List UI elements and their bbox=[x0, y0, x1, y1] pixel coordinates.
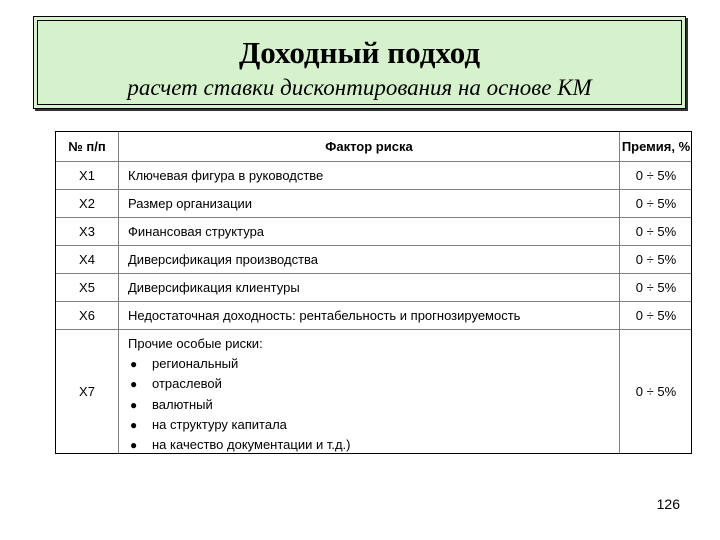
row-num: X6 bbox=[56, 301, 119, 329]
table-row bbox=[56, 273, 691, 302]
table-row bbox=[56, 189, 691, 218]
row-factor: Недостаточная доходность: рентабельность и прогнозируемость bbox=[119, 301, 620, 329]
row-factor: Финансовая структура bbox=[119, 217, 620, 245]
row-premium: 0 ÷ 5% bbox=[635, 383, 677, 399]
row-factor: Ключевая фигура в руководстве bbox=[119, 161, 620, 189]
row-premium: 0 ÷ 5% bbox=[635, 223, 677, 239]
list-item bbox=[128, 415, 351, 435]
row-factor: Диверсификация производства bbox=[119, 245, 620, 273]
row-num: X2 bbox=[56, 189, 119, 217]
table-row bbox=[56, 161, 691, 190]
table-row bbox=[56, 301, 691, 330]
list-item-text: валютный bbox=[152, 396, 213, 412]
row-premium: 0 ÷ 5% bbox=[635, 307, 677, 323]
list-item bbox=[128, 395, 351, 415]
list-item-text: на структуру капитала bbox=[152, 416, 287, 432]
row-premium: 0 ÷ 5% bbox=[635, 251, 677, 267]
list-item-text: региональный bbox=[152, 356, 239, 372]
bullet-icon: ● bbox=[130, 377, 138, 392]
other-risks-list bbox=[128, 334, 351, 455]
bullet-icon: ● bbox=[130, 357, 138, 372]
row-num: X5 bbox=[56, 273, 119, 301]
row-premium: 0 ÷ 5% bbox=[635, 167, 677, 183]
row-premium: 0 ÷ 5% bbox=[635, 279, 677, 295]
row-premium: 0 ÷ 5% bbox=[635, 195, 677, 211]
header-num: № п/п bbox=[56, 132, 119, 161]
list-item bbox=[128, 374, 351, 394]
title-box bbox=[33, 16, 686, 109]
bullet-icon: ● bbox=[130, 417, 138, 432]
bullet-icon: ● bbox=[130, 438, 138, 453]
slide-subtitle: расчет ставки дисконтирования на основе КМ bbox=[127, 75, 592, 100]
row-num: X3 bbox=[56, 217, 119, 245]
list-item-text: отраслевой bbox=[152, 376, 222, 392]
other-risks-cell bbox=[119, 329, 620, 453]
table-row-other-risks bbox=[56, 329, 691, 453]
slide-title: Доходный подход bbox=[238, 35, 481, 70]
page-number: 126 bbox=[656, 496, 680, 512]
table-row bbox=[56, 217, 691, 246]
other-risks-intro: Прочие особые риски: bbox=[128, 336, 263, 351]
header-premium: Премия, % bbox=[621, 139, 691, 154]
table-row bbox=[56, 245, 691, 274]
list-item bbox=[128, 435, 351, 455]
risk-factors-table bbox=[55, 131, 692, 454]
header-factor: Фактор риска bbox=[119, 132, 620, 161]
bullet-icon: ● bbox=[130, 397, 138, 412]
row-num: X1 bbox=[56, 161, 119, 189]
row-num: X4 bbox=[56, 245, 119, 273]
list-item bbox=[128, 354, 351, 374]
row-factor: Диверсификация клиентуры bbox=[119, 273, 620, 301]
list-item-text: на качество документации и т.д.) bbox=[152, 437, 351, 453]
table-header-row bbox=[56, 132, 691, 162]
row-num: X7 bbox=[56, 329, 119, 453]
row-factor: Размер организации bbox=[119, 189, 620, 217]
